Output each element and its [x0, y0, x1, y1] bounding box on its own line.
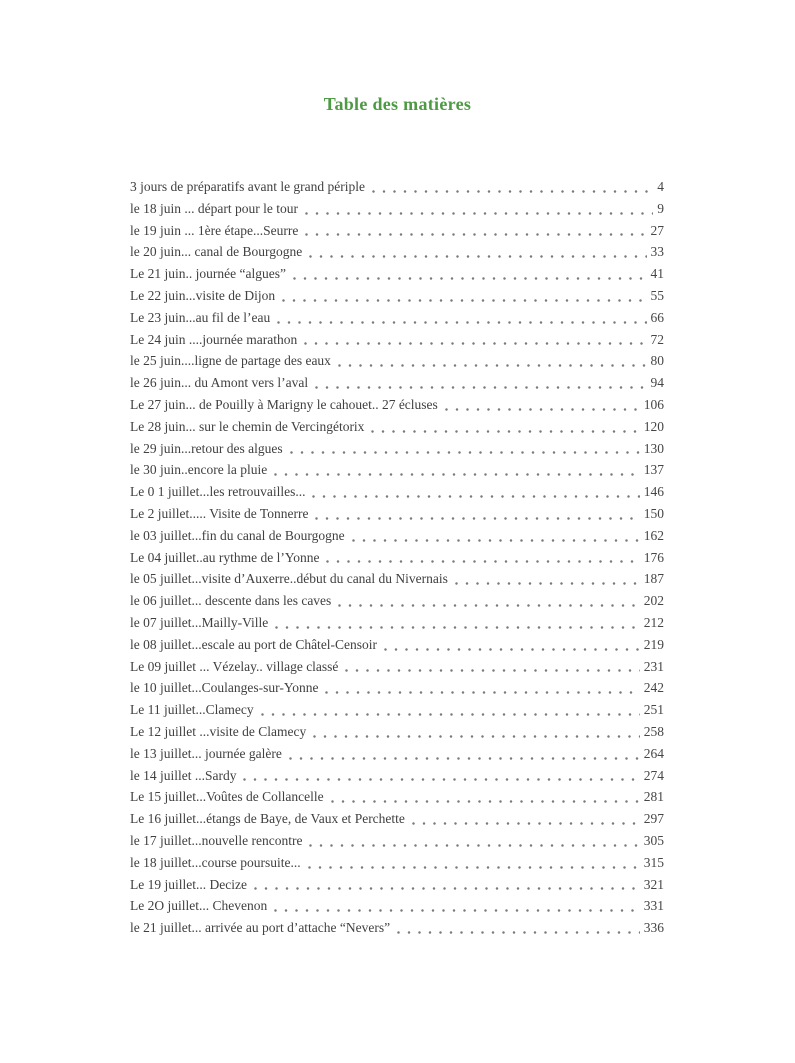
dot-leader — [345, 659, 639, 681]
entry-label: le 30 juin..encore la pluie — [130, 462, 268, 478]
dot-leader — [325, 680, 639, 702]
entry-page-number: 315 — [643, 854, 664, 870]
entry-page-number: 4 — [657, 179, 664, 194]
entry-label: le 13 juillet... journée galère — [130, 745, 282, 761]
toc-entry — [130, 746, 664, 768]
entry-label: Le 21 juin.. journée “algues” — [130, 266, 286, 282]
entry-page-number: 187 — [643, 571, 664, 587]
dot-leader — [305, 201, 653, 223]
toc-entry — [130, 266, 664, 288]
toc-entry — [130, 179, 664, 201]
entry-page-number: 33 — [650, 244, 664, 260]
entry-label: le 19 juin ... 1ère étape...Seurre — [130, 222, 299, 238]
dot-leader — [352, 528, 640, 550]
entry-page-number: 130 — [643, 440, 664, 456]
dot-leader — [445, 397, 640, 419]
toc-entry — [130, 353, 664, 375]
toc-entry — [130, 680, 664, 702]
dot-leader — [412, 811, 640, 833]
entry-label: Le 2 juillet..... Visite de Tonnerre — [130, 505, 309, 521]
dot-leader — [282, 288, 646, 310]
entry-label: le 21 juillet... arrivée au port d’attache “Nevers” — [130, 920, 391, 936]
dot-leader — [274, 898, 640, 920]
dot-leader — [309, 833, 639, 855]
entry-label: Le 15 juillet...Voûtes de Collancelle — [130, 789, 324, 805]
toc-entry — [130, 550, 664, 572]
entry-label: Le 16 juillet...étangs de Baye, de Vaux et Perchette — [130, 811, 405, 827]
entry-page-number: 27 — [650, 222, 664, 238]
entry-label: 3 jours de préparatifs avant le grand périple — [130, 179, 366, 194]
dot-leader — [308, 855, 640, 877]
dot-leader — [338, 593, 639, 615]
entry-page-number: 219 — [643, 636, 664, 652]
entry-label: le 08 juillet...escale au port de Châtel-Censoir — [130, 636, 378, 652]
entry-page-number: 137 — [643, 462, 664, 478]
toc-entry — [130, 702, 664, 724]
dot-leader — [371, 419, 639, 441]
dot-leader — [304, 332, 646, 354]
entry-page-number: 297 — [643, 811, 664, 827]
entry-page-number: 242 — [643, 680, 664, 696]
entry-label: le 18 juillet...course poursuite... — [130, 854, 301, 870]
entry-label: le 05 juillet...visite d’Auxerre..début du canal du Nivernais — [130, 571, 448, 587]
dot-leader — [397, 920, 640, 942]
entry-page-number: 41 — [650, 266, 664, 282]
toc-entry — [130, 332, 664, 354]
dot-leader — [261, 702, 640, 724]
entry-label: Le 12 juillet ...visite de Clamecy — [130, 723, 307, 739]
toc-entry — [130, 615, 664, 637]
entry-page-number: 264 — [643, 745, 664, 761]
entry-label: le 06 juillet... descente dans les caves — [130, 593, 332, 609]
dot-leader — [326, 550, 639, 572]
toc-entry — [130, 833, 664, 855]
dot-leader — [331, 789, 640, 811]
table-of-contents — [130, 179, 664, 942]
dot-leader — [243, 768, 639, 790]
entry-label: le 26 juin... du Amont vers l’aval — [130, 375, 309, 391]
entry-label: Le 2O juillet... Chevenon — [130, 898, 268, 914]
entry-page-number: 106 — [643, 396, 664, 412]
entry-page-number: 202 — [643, 593, 664, 609]
dot-leader — [309, 244, 646, 266]
toc-entry — [130, 768, 664, 790]
dot-leader — [293, 266, 647, 288]
dot-leader — [289, 746, 640, 768]
entry-label: Le 0 1 juillet...les retrouvailles... — [130, 484, 306, 500]
entry-page-number: 9 — [657, 200, 664, 216]
dot-leader — [315, 375, 646, 397]
entry-label: le 29 juin...retour des algues — [130, 440, 283, 456]
dot-leader — [313, 724, 640, 746]
toc-entry — [130, 877, 664, 899]
entry-label: le 20 juin... canal de Bourgogne — [130, 244, 303, 260]
toc-entry — [130, 724, 664, 746]
entry-page-number: 120 — [643, 418, 664, 434]
toc-entry — [130, 244, 664, 266]
toc-entry — [130, 811, 664, 833]
entry-label: Le 22 juin...visite de Dijon — [130, 287, 276, 303]
dot-leader — [384, 637, 640, 659]
toc-entry — [130, 789, 664, 811]
entry-label: Le 24 juin ....journée marathon — [130, 331, 298, 347]
toc-entry — [130, 855, 664, 877]
toc-entry — [130, 397, 664, 419]
entry-page-number: 281 — [643, 789, 664, 805]
entry-page-number: 336 — [643, 920, 664, 936]
dot-leader — [372, 179, 653, 201]
entry-label: Le 09 juillet ... Vézelay.. village classé — [130, 658, 339, 674]
entry-label: Le 28 juin... sur le chemin de Vercingétorix — [130, 418, 365, 434]
entry-page-number: 274 — [643, 767, 664, 783]
entry-label: Le 23 juin...au fil de l’eau — [130, 309, 271, 325]
toc-entry — [130, 441, 664, 463]
entry-page-number: 212 — [643, 614, 664, 630]
entry-label: le 17 juillet...nouvelle rencontre — [130, 832, 303, 848]
entry-label: le 14 juillet ...Sardy — [130, 767, 237, 783]
entry-page-number: 331 — [643, 898, 664, 914]
entry-page-number: 72 — [650, 331, 664, 347]
entry-page-number: 176 — [643, 549, 664, 565]
entry-page-number: 321 — [643, 876, 664, 892]
entry-page-number: 305 — [643, 832, 664, 848]
entry-label: Le 19 juillet... Decize — [130, 876, 247, 892]
toc-entry — [130, 920, 664, 942]
toc-entry — [130, 637, 664, 659]
entry-label: le 10 juillet...Coulanges-sur-Yonne — [130, 680, 319, 696]
toc-entry — [130, 223, 664, 245]
entry-label: le 18 juin ... départ pour le tour — [130, 200, 298, 216]
dot-leader — [305, 223, 646, 245]
entry-page-number: 251 — [643, 702, 664, 718]
dot-leader — [277, 310, 646, 332]
toc-entry — [130, 506, 664, 528]
page-title: Table des matières — [323, 94, 472, 114]
toc-entry — [130, 419, 664, 441]
toc-entry — [130, 484, 664, 506]
entry-page-number: 150 — [643, 505, 664, 521]
dot-leader — [274, 462, 640, 484]
toc-entry — [130, 310, 664, 332]
entry-label: Le 11 juillet...Clamecy — [130, 702, 254, 718]
dot-leader — [315, 506, 639, 528]
entry-page-number: 66 — [650, 309, 664, 325]
toc-entry — [130, 288, 664, 310]
entry-page-number: 94 — [650, 375, 664, 391]
entry-page-number: 80 — [650, 353, 664, 369]
dot-leader — [290, 441, 640, 463]
entry-page-number: 231 — [643, 658, 664, 674]
entry-page-number: 55 — [650, 287, 664, 303]
dot-leader — [312, 484, 639, 506]
toc-entry — [130, 462, 664, 484]
dot-leader — [455, 571, 640, 593]
entry-page-number: 162 — [643, 527, 664, 543]
toc-entry — [130, 593, 664, 615]
toc-entry — [130, 659, 664, 681]
entry-page-number: 146 — [643, 484, 664, 500]
entry-label: Le 04 juillet..au rythme de l’Yonne — [130, 549, 320, 565]
toc-entry — [130, 528, 664, 550]
dot-leader — [275, 615, 639, 637]
dot-leader — [254, 877, 640, 899]
entry-label: le 03 juillet...fin du canal de Bourgogne — [130, 527, 345, 543]
toc-entry — [130, 571, 664, 593]
entry-label: le 07 juillet...Mailly-Ville — [130, 614, 269, 630]
entry-label: Le 27 juin... de Pouilly à Marigny le cahouet.. 27 écluses — [130, 396, 438, 412]
dot-leader — [338, 353, 647, 375]
toc-entry — [130, 375, 664, 397]
entry-page-number: 258 — [643, 723, 664, 739]
entry-label: le 25 juin....ligne de partage des eaux — [130, 353, 331, 369]
toc-entry — [130, 201, 664, 223]
toc-entry — [130, 898, 664, 920]
